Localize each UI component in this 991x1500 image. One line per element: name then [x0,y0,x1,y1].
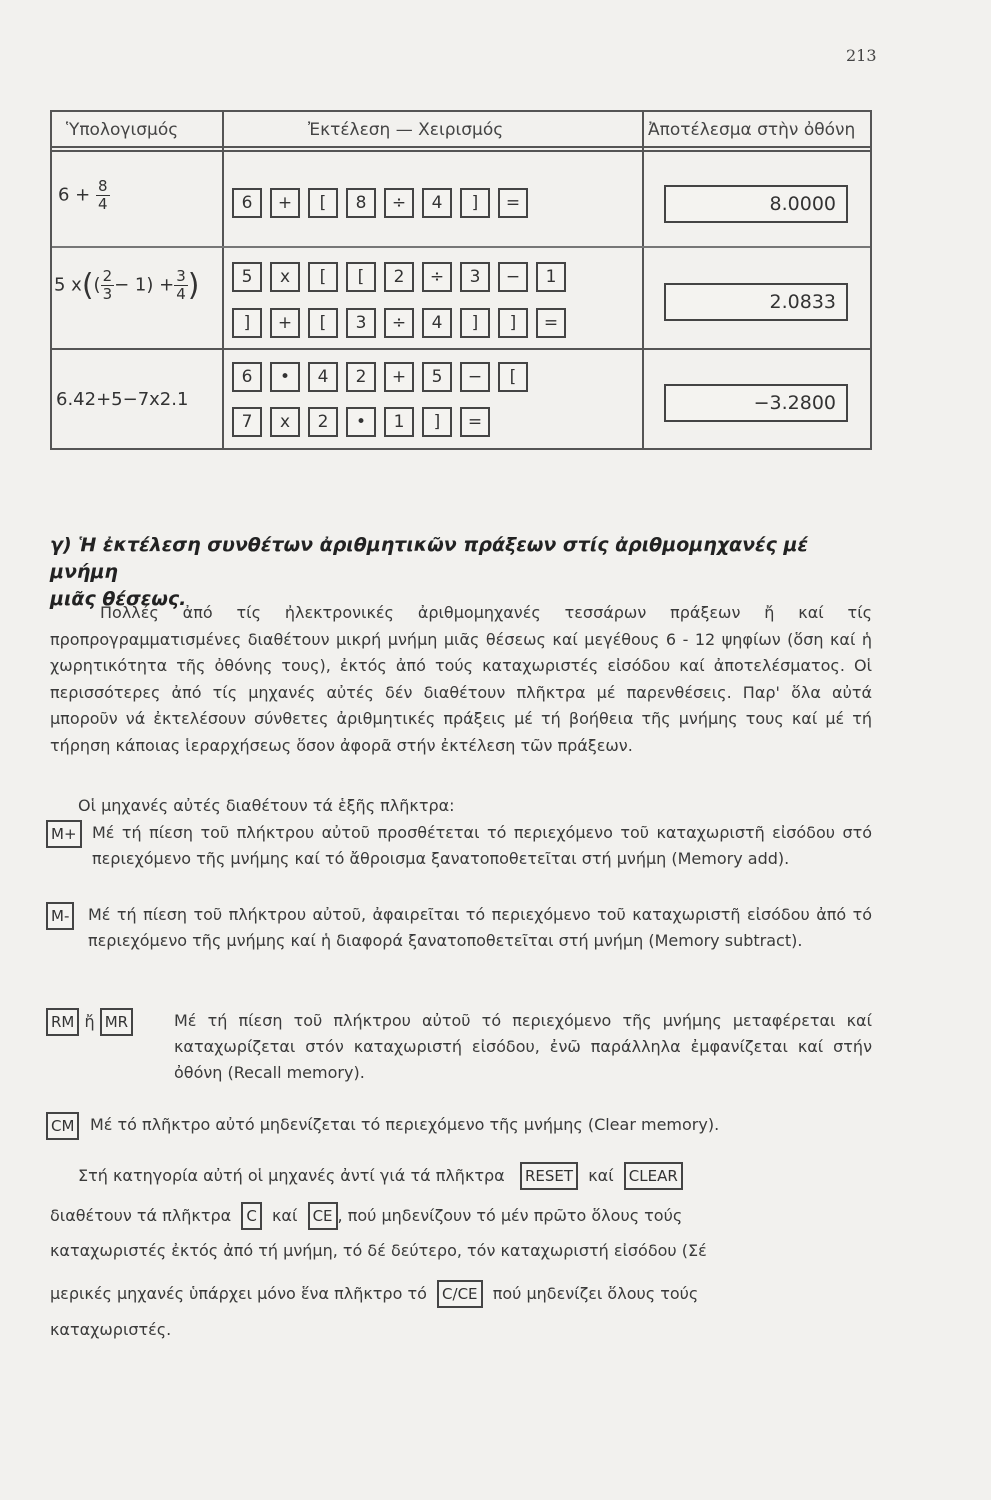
table-divider [52,348,870,350]
key-m-plus: M+ [46,820,82,848]
calc-key: 1 [536,262,566,292]
calc-key: 6 [232,188,262,218]
calc-key: [ [308,262,338,292]
calc-key: 4 [422,188,452,218]
calc-key: • [270,362,300,392]
calc-key: ] [460,188,490,218]
calc-key: + [270,308,300,338]
calc-key: = [460,407,490,437]
calc-key: ÷ [422,262,452,292]
intro-paragraph: Πολλές ἀπό τίς ἠλεκτρονικές ἀριθμομηχανές τεσσάρων πράξεων ἤ καί τίς προπρογραμματισμένες διαθέτουν μικρή μνήμη μιᾶς θέσεως καί μεγέθους 6 - 12 ψηφίων (ὅση καί ἡ χωρητικότητα τῆς ὀθόνης τους), ἐκτός ἀπό τούς καταχωριστές εἰσόδου καί ἀποτελέσματος. Οἱ περισσότερες ἀπό τίς μηχανές αὐτές δέν διαθέτουν πλῆκτρα μέ παρενθέσεις. Παρ' ὅλα αὐτά μποροῦν νά ἐκτελέσουν σύνθετες ἀριθμητικές πράξεις μέ τή βοήθεια τῆς μνήμης τους καί μέ τή τήρηση κάποιας ἱεραρχήσεως ὅσον ἀφορᾶ στήν ἐκτέλεση τῶν πράξεων. [50,603,872,755]
calc-key: 6 [232,362,262,392]
calc-key: 3 [346,308,376,338]
calc-key: [ [308,188,338,218]
key-sequence-row-2a [232,262,574,292]
result-display-row-2: 2.0833 [664,283,848,321]
calc-key: ÷ [384,308,414,338]
table-divider [642,112,644,448]
closing-line-5: καταχωριστές. [50,1320,172,1339]
calc-key: 5 [232,262,262,292]
fraction: $\frac{3}{4}$ [176,267,186,303]
fraction: $\frac{8}{4}$ [98,177,108,213]
calc-key: + [384,362,414,392]
key-sequence-row-3b [232,407,498,437]
calc-key: ] [422,407,452,437]
result-display-row-1: 8.0000 [664,185,848,223]
definition-m-minus: Μέ τή πίεση τοῦ πλήκτρου αὐτοῦ, ἀφαιρεῖται τό περιεχόμενο τοῦ καταχωριστῆ εἰσόδου ἀπό τό περιεχόμενο τῆς μνήμης καί ἡ διαφορά ξανατοποθετεῖται στή μνήμη (Memory subtract). [88,905,872,950]
calculation-table [50,110,872,450]
calc-key: x [270,407,300,437]
calc-key: + [270,188,300,218]
calc-key: ÷ [384,188,414,218]
calc-key: 2 [384,262,414,292]
page-number: 213 [846,46,877,65]
expression-row-3: 6.42+5−7x2.1 [56,389,189,410]
calc-key: = [498,188,528,218]
calc-key: − [460,362,490,392]
definition-rm: Μέ τή πίεση τοῦ πλήκτρου αὐτοῦ τό περιεχόμενο τῆς μνήμης μεταφέρεται καί καταχωρίζεται στόν καταχωριστή εἰσόδου, ἐνῶ παράλληλα ἐμφανίζεται καί στήν ὀθόνη (Recall memory). [174,1011,872,1082]
calc-key: 4 [422,308,452,338]
definition-m-plus: Μέ τή πίεση τοῦ πλήκτρου αὐτοῦ προσθέτεται τό περιεχόμενο τοῦ καταχωριστῆ εἰσόδου στό περιεχόμενο τῆς μνήμης καί τό ἄθροισμα ξανατοποθετεῖται στή μνήμη (Memory add). [92,823,872,868]
table-divider [52,146,870,148]
calc-key: 3 [460,262,490,292]
definition-cm: Μέ τό πλῆκτρο αὐτό μηδενίζεται τό περιεχόμενο τῆς μνήμης (Clear memory). [90,1115,720,1134]
calc-key: 8 [346,188,376,218]
key-rm-mr: RM ἤ MR [46,1008,133,1036]
calc-key: = [536,308,566,338]
key-sequence-row-2b [232,308,574,338]
header-calculation: Ὑπολογισμός [66,120,179,140]
result-display-row-3: −3.2800 [664,384,848,422]
expression-row-2: 5 x(( $\frac{2}{3}$ − 1) + $\frac{3}{4}$ ) [54,267,200,303]
closing-line-2: διαθέτουν τά πλῆκτρα C καί CE , πού μηδενίζουν τό μέν πρῶτο ὅλους τούς [50,1202,682,1230]
section-title: γ) Ἡ ἐκτέλεση συνθέτων ἀριθμητικῶν πράξεων στίς ἀριθμομηχανές μέ μνήμη μιᾶς θέσεως. [50,534,809,610]
keys-intro: Οἱ μηχανές αὐτές διαθέτουν τά ἑξῆς πλῆκτρα: [78,796,455,815]
calc-key: − [498,262,528,292]
calc-key: ] [498,308,528,338]
calc-key: 4 [308,362,338,392]
table-divider [52,150,870,152]
calc-key: ] [460,308,490,338]
key-sequence-row-3a [232,362,536,392]
fraction: $\frac{2}{3}$ [102,267,113,303]
calc-key: 7 [232,407,262,437]
calc-key: • [346,407,376,437]
calc-key: 5 [422,362,452,392]
key-sequence-row-1 [232,188,536,218]
calc-key: [ [346,262,376,292]
table-divider [222,112,224,448]
key-cm: CM [46,1112,79,1140]
calc-key: ] [232,308,262,338]
closing-line-1: Στή κατηγορία αὐτή οἱ μηχανές ἀντί γιά τά πλῆκτρα RESET καί CLEAR [78,1162,683,1190]
key-m-minus: M- [46,902,74,930]
calc-key: 2 [308,407,338,437]
expression-row-1: 6 + $\frac{8}{4}$ [58,177,108,213]
calc-key: 1 [384,407,414,437]
calc-key: [ [308,308,338,338]
table-divider [52,246,870,248]
closing-line-4: μερικές μηχανές ὑπάρχει μόνο ἕνα πλῆκτρο τό C/CE πού μηδενίζει ὅλους τούς [50,1280,698,1308]
calc-key: [ [498,362,528,392]
header-execution: Ἐκτέλεση — Χειρισμός [308,120,504,140]
header-result: Ἀποτέλεσμα στὴν ὀθόνη [648,120,856,140]
calc-key: 2 [346,362,376,392]
calc-key: x [270,262,300,292]
closing-line-3: καταχωριστές ἐκτός ἀπό τή μνήμη, τό δέ δεύτερο, τόν καταχωριστή εἰσόδου (Σέ [50,1241,707,1260]
